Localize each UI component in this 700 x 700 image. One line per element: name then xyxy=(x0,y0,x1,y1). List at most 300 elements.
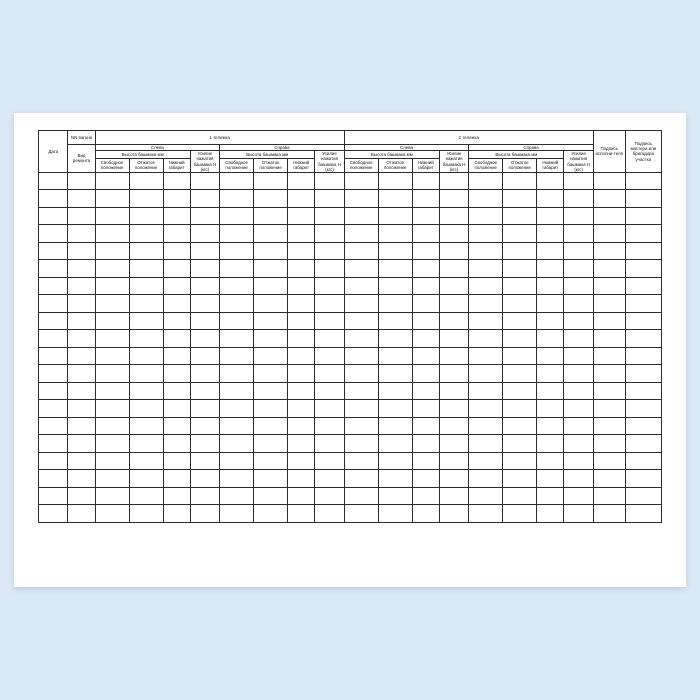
table-cell[interactable] xyxy=(503,382,537,400)
table-cell[interactable] xyxy=(68,207,95,225)
table-row[interactable] xyxy=(39,277,662,295)
table-cell[interactable] xyxy=(439,190,468,208)
table-cell[interactable] xyxy=(315,347,344,365)
table-cell[interactable] xyxy=(288,312,315,330)
table-cell[interactable] xyxy=(39,470,68,488)
table-cell[interactable] xyxy=(220,505,254,523)
table-cell[interactable] xyxy=(378,435,412,453)
table-cell[interactable] xyxy=(95,505,129,523)
table-cell[interactable] xyxy=(344,225,378,243)
table-cell[interactable] xyxy=(625,365,661,383)
table-cell[interactable] xyxy=(593,277,625,295)
table-cell[interactable] xyxy=(564,435,593,453)
table-row[interactable] xyxy=(39,172,662,190)
table-cell[interactable] xyxy=(254,225,288,243)
table-row[interactable] xyxy=(39,417,662,435)
table-cell[interactable] xyxy=(378,207,412,225)
table-cell[interactable] xyxy=(68,347,95,365)
table-cell[interactable] xyxy=(469,347,503,365)
table-cell[interactable] xyxy=(163,242,190,260)
table-cell[interactable] xyxy=(129,435,163,453)
table-cell[interactable] xyxy=(254,312,288,330)
table-cell[interactable] xyxy=(190,225,219,243)
table-cell[interactable] xyxy=(593,452,625,470)
table-cell[interactable] xyxy=(39,207,68,225)
table-cell[interactable] xyxy=(503,330,537,348)
table-cell[interactable] xyxy=(344,487,378,505)
table-cell[interactable] xyxy=(412,417,439,435)
table-cell[interactable] xyxy=(625,400,661,418)
table-cell[interactable] xyxy=(129,312,163,330)
table-cell[interactable] xyxy=(190,347,219,365)
table-cell[interactable] xyxy=(68,505,95,523)
table-cell[interactable] xyxy=(439,470,468,488)
table-cell[interactable] xyxy=(220,172,254,190)
table-cell[interactable] xyxy=(412,452,439,470)
table-cell[interactable] xyxy=(254,452,288,470)
table-cell[interactable] xyxy=(537,330,564,348)
table-cell[interactable] xyxy=(503,505,537,523)
table-cell[interactable] xyxy=(412,172,439,190)
table-cell[interactable] xyxy=(412,347,439,365)
table-cell[interactable] xyxy=(625,487,661,505)
table-cell[interactable] xyxy=(593,417,625,435)
table-cell[interactable] xyxy=(129,330,163,348)
table-row[interactable] xyxy=(39,225,662,243)
table-cell[interactable] xyxy=(344,277,378,295)
table-cell[interactable] xyxy=(95,470,129,488)
table-cell[interactable] xyxy=(39,400,68,418)
table-cell[interactable] xyxy=(439,435,468,453)
table-cell[interactable] xyxy=(439,295,468,313)
table-cell[interactable] xyxy=(129,452,163,470)
table-cell[interactable] xyxy=(288,365,315,383)
table-cell[interactable] xyxy=(288,207,315,225)
table-cell[interactable] xyxy=(412,277,439,295)
table-cell[interactable] xyxy=(95,417,129,435)
table-cell[interactable] xyxy=(95,382,129,400)
table-cell[interactable] xyxy=(564,470,593,488)
table-cell[interactable] xyxy=(344,382,378,400)
table-cell[interactable] xyxy=(412,295,439,313)
table-cell[interactable] xyxy=(537,312,564,330)
table-cell[interactable] xyxy=(190,435,219,453)
table-cell[interactable] xyxy=(593,260,625,278)
table-cell[interactable] xyxy=(254,172,288,190)
table-cell[interactable] xyxy=(220,190,254,208)
table-row[interactable] xyxy=(39,260,662,278)
table-cell[interactable] xyxy=(412,382,439,400)
table-cell[interactable] xyxy=(39,330,68,348)
table-cell[interactable] xyxy=(564,312,593,330)
table-cell[interactable] xyxy=(378,242,412,260)
table-row[interactable] xyxy=(39,207,662,225)
table-cell[interactable] xyxy=(537,470,564,488)
table-cell[interactable] xyxy=(95,190,129,208)
table-cell[interactable] xyxy=(537,365,564,383)
table-cell[interactable] xyxy=(163,435,190,453)
table-cell[interactable] xyxy=(593,487,625,505)
table-cell[interactable] xyxy=(190,330,219,348)
table-cell[interactable] xyxy=(503,435,537,453)
table-cell[interactable] xyxy=(190,295,219,313)
table-cell[interactable] xyxy=(412,365,439,383)
table-cell[interactable] xyxy=(593,365,625,383)
table-cell[interactable] xyxy=(564,505,593,523)
table-cell[interactable] xyxy=(378,470,412,488)
table-cell[interactable] xyxy=(344,470,378,488)
table-cell[interactable] xyxy=(129,225,163,243)
table-row[interactable] xyxy=(39,312,662,330)
table-cell[interactable] xyxy=(412,487,439,505)
table-cell[interactable] xyxy=(39,277,68,295)
table-cell[interactable] xyxy=(537,207,564,225)
table-cell[interactable] xyxy=(593,435,625,453)
table-cell[interactable] xyxy=(469,277,503,295)
table-cell[interactable] xyxy=(378,260,412,278)
table-cell[interactable] xyxy=(344,400,378,418)
table-cell[interactable] xyxy=(378,312,412,330)
table-cell[interactable] xyxy=(344,452,378,470)
table-cell[interactable] xyxy=(129,295,163,313)
table-cell[interactable] xyxy=(378,417,412,435)
table-cell[interactable] xyxy=(412,207,439,225)
table-cell[interactable] xyxy=(315,330,344,348)
table-cell[interactable] xyxy=(190,207,219,225)
table-cell[interactable] xyxy=(469,452,503,470)
table-cell[interactable] xyxy=(469,190,503,208)
table-cell[interactable] xyxy=(625,505,661,523)
table-cell[interactable] xyxy=(537,452,564,470)
table-cell[interactable] xyxy=(469,505,503,523)
table-cell[interactable] xyxy=(315,400,344,418)
table-cell[interactable] xyxy=(625,417,661,435)
table-cell[interactable] xyxy=(412,505,439,523)
table-cell[interactable] xyxy=(220,277,254,295)
table-cell[interactable] xyxy=(503,277,537,295)
table-cell[interactable] xyxy=(190,382,219,400)
table-cell[interactable] xyxy=(190,277,219,295)
table-cell[interactable] xyxy=(95,435,129,453)
table-cell[interactable] xyxy=(625,295,661,313)
table-cell[interactable] xyxy=(439,505,468,523)
table-cell[interactable] xyxy=(39,172,68,190)
table-cell[interactable] xyxy=(564,347,593,365)
table-cell[interactable] xyxy=(469,295,503,313)
table-cell[interactable] xyxy=(593,295,625,313)
table-cell[interactable] xyxy=(378,347,412,365)
table-cell[interactable] xyxy=(39,452,68,470)
table-cell[interactable] xyxy=(537,190,564,208)
table-cell[interactable] xyxy=(537,505,564,523)
table-cell[interactable] xyxy=(378,295,412,313)
table-cell[interactable] xyxy=(439,225,468,243)
table-cell[interactable] xyxy=(254,470,288,488)
table-cell[interactable] xyxy=(95,487,129,505)
table-cell[interactable] xyxy=(469,172,503,190)
table-cell[interactable] xyxy=(469,470,503,488)
table-cell[interactable] xyxy=(564,242,593,260)
table-cell[interactable] xyxy=(163,207,190,225)
table-cell[interactable] xyxy=(288,347,315,365)
table-cell[interactable] xyxy=(315,172,344,190)
table-cell[interactable] xyxy=(537,435,564,453)
table-cell[interactable] xyxy=(68,190,95,208)
table-cell[interactable] xyxy=(190,417,219,435)
table-row[interactable] xyxy=(39,330,662,348)
table-cell[interactable] xyxy=(315,225,344,243)
table-cell[interactable] xyxy=(503,470,537,488)
table-cell[interactable] xyxy=(503,347,537,365)
table-cell[interactable] xyxy=(254,330,288,348)
table-row[interactable] xyxy=(39,295,662,313)
table-cell[interactable] xyxy=(95,347,129,365)
table-cell[interactable] xyxy=(190,470,219,488)
table-cell[interactable] xyxy=(503,400,537,418)
table-row[interactable] xyxy=(39,505,662,523)
table-cell[interactable] xyxy=(469,312,503,330)
table-cell[interactable] xyxy=(625,207,661,225)
table-cell[interactable] xyxy=(190,312,219,330)
table-cell[interactable] xyxy=(315,242,344,260)
table-cell[interactable] xyxy=(537,487,564,505)
table-cell[interactable] xyxy=(625,347,661,365)
table-cell[interactable] xyxy=(163,505,190,523)
table-cell[interactable] xyxy=(503,172,537,190)
table-cell[interactable] xyxy=(625,330,661,348)
table-cell[interactable] xyxy=(68,470,95,488)
table-cell[interactable] xyxy=(220,312,254,330)
table-cell[interactable] xyxy=(190,365,219,383)
table-cell[interactable] xyxy=(288,242,315,260)
table-cell[interactable] xyxy=(129,417,163,435)
table-cell[interactable] xyxy=(412,242,439,260)
table-cell[interactable] xyxy=(190,260,219,278)
table-cell[interactable] xyxy=(254,295,288,313)
table-cell[interactable] xyxy=(315,435,344,453)
table-cell[interactable] xyxy=(129,505,163,523)
table-cell[interactable] xyxy=(412,435,439,453)
table-cell[interactable] xyxy=(537,417,564,435)
table-cell[interactable] xyxy=(625,225,661,243)
table-cell[interactable] xyxy=(564,487,593,505)
table-cell[interactable] xyxy=(95,207,129,225)
table-cell[interactable] xyxy=(564,295,593,313)
table-cell[interactable] xyxy=(315,470,344,488)
table-cell[interactable] xyxy=(220,207,254,225)
table-cell[interactable] xyxy=(163,382,190,400)
table-cell[interactable] xyxy=(503,365,537,383)
table-cell[interactable] xyxy=(503,225,537,243)
table-cell[interactable] xyxy=(344,207,378,225)
table-cell[interactable] xyxy=(412,312,439,330)
table-cell[interactable] xyxy=(288,260,315,278)
table-cell[interactable] xyxy=(288,295,315,313)
table-cell[interactable] xyxy=(412,260,439,278)
table-row[interactable] xyxy=(39,435,662,453)
table-cell[interactable] xyxy=(163,295,190,313)
table-cell[interactable] xyxy=(593,172,625,190)
table-cell[interactable] xyxy=(469,225,503,243)
table-cell[interactable] xyxy=(288,225,315,243)
table-cell[interactable] xyxy=(625,435,661,453)
table-cell[interactable] xyxy=(503,190,537,208)
table-cell[interactable] xyxy=(68,452,95,470)
table-cell[interactable] xyxy=(220,347,254,365)
table-cell[interactable] xyxy=(95,242,129,260)
table-cell[interactable] xyxy=(344,172,378,190)
table-cell[interactable] xyxy=(254,382,288,400)
table-cell[interactable] xyxy=(68,260,95,278)
table-cell[interactable] xyxy=(95,260,129,278)
table-cell[interactable] xyxy=(625,312,661,330)
table-cell[interactable] xyxy=(593,400,625,418)
table-cell[interactable] xyxy=(220,470,254,488)
table-cell[interactable] xyxy=(625,452,661,470)
table-cell[interactable] xyxy=(190,190,219,208)
table-cell[interactable] xyxy=(39,242,68,260)
table-cell[interactable] xyxy=(95,312,129,330)
table-cell[interactable] xyxy=(625,260,661,278)
table-cell[interactable] xyxy=(469,365,503,383)
table-cell[interactable] xyxy=(378,487,412,505)
table-cell[interactable] xyxy=(412,190,439,208)
table-cell[interactable] xyxy=(469,207,503,225)
table-cell[interactable] xyxy=(220,400,254,418)
table-cell[interactable] xyxy=(68,172,95,190)
table-cell[interactable] xyxy=(39,295,68,313)
table-cell[interactable] xyxy=(68,242,95,260)
table-cell[interactable] xyxy=(68,487,95,505)
table-cell[interactable] xyxy=(129,382,163,400)
table-cell[interactable] xyxy=(564,365,593,383)
table-cell[interactable] xyxy=(95,330,129,348)
table-cell[interactable] xyxy=(537,225,564,243)
table-cell[interactable] xyxy=(412,400,439,418)
table-cell[interactable] xyxy=(439,277,468,295)
table-cell[interactable] xyxy=(537,172,564,190)
table-cell[interactable] xyxy=(344,312,378,330)
table-cell[interactable] xyxy=(564,207,593,225)
table-cell[interactable] xyxy=(593,347,625,365)
table-cell[interactable] xyxy=(220,382,254,400)
table-cell[interactable] xyxy=(344,295,378,313)
table-cell[interactable] xyxy=(439,260,468,278)
table-cell[interactable] xyxy=(469,487,503,505)
table-cell[interactable] xyxy=(439,400,468,418)
table-cell[interactable] xyxy=(288,277,315,295)
table-cell[interactable] xyxy=(163,347,190,365)
table-cell[interactable] xyxy=(68,277,95,295)
table-cell[interactable] xyxy=(344,365,378,383)
table-row[interactable] xyxy=(39,487,662,505)
table-cell[interactable] xyxy=(129,400,163,418)
table-cell[interactable] xyxy=(344,435,378,453)
table-cell[interactable] xyxy=(254,277,288,295)
table-cell[interactable] xyxy=(95,365,129,383)
table-cell[interactable] xyxy=(503,417,537,435)
table-cell[interactable] xyxy=(593,505,625,523)
table-cell[interactable] xyxy=(68,225,95,243)
table-cell[interactable] xyxy=(503,242,537,260)
table-cell[interactable] xyxy=(39,225,68,243)
table-cell[interactable] xyxy=(129,470,163,488)
table-cell[interactable] xyxy=(288,417,315,435)
table-cell[interactable] xyxy=(39,435,68,453)
table-row[interactable] xyxy=(39,452,662,470)
table-cell[interactable] xyxy=(288,400,315,418)
table-cell[interactable] xyxy=(469,242,503,260)
table-cell[interactable] xyxy=(95,225,129,243)
table-row[interactable] xyxy=(39,365,662,383)
table-cell[interactable] xyxy=(254,260,288,278)
table-cell[interactable] xyxy=(220,417,254,435)
table-cell[interactable] xyxy=(163,260,190,278)
table-cell[interactable] xyxy=(129,487,163,505)
table-cell[interactable] xyxy=(129,277,163,295)
table-cell[interactable] xyxy=(439,365,468,383)
table-cell[interactable] xyxy=(625,242,661,260)
table-cell[interactable] xyxy=(68,295,95,313)
table-cell[interactable] xyxy=(412,225,439,243)
table-cell[interactable] xyxy=(469,330,503,348)
table-cell[interactable] xyxy=(190,452,219,470)
table-cell[interactable] xyxy=(344,260,378,278)
table-cell[interactable] xyxy=(315,382,344,400)
table-cell[interactable] xyxy=(503,207,537,225)
table-cell[interactable] xyxy=(288,470,315,488)
table-cell[interactable] xyxy=(39,260,68,278)
table-cell[interactable] xyxy=(593,190,625,208)
table-cell[interactable] xyxy=(68,382,95,400)
table-row[interactable] xyxy=(39,242,662,260)
table-cell[interactable] xyxy=(315,260,344,278)
table-cell[interactable] xyxy=(315,295,344,313)
table-cell[interactable] xyxy=(163,470,190,488)
table-cell[interactable] xyxy=(163,452,190,470)
table-cell[interactable] xyxy=(503,452,537,470)
table-cell[interactable] xyxy=(315,417,344,435)
table-cell[interactable] xyxy=(190,505,219,523)
table-cell[interactable] xyxy=(439,172,468,190)
table-cell[interactable] xyxy=(503,312,537,330)
table-cell[interactable] xyxy=(68,417,95,435)
table-cell[interactable] xyxy=(537,382,564,400)
table-cell[interactable] xyxy=(68,312,95,330)
table-cell[interactable] xyxy=(439,207,468,225)
table-cell[interactable] xyxy=(593,330,625,348)
table-cell[interactable] xyxy=(39,365,68,383)
table-cell[interactable] xyxy=(39,505,68,523)
table-cell[interactable] xyxy=(288,452,315,470)
table-cell[interactable] xyxy=(39,190,68,208)
table-cell[interactable] xyxy=(95,295,129,313)
table-cell[interactable] xyxy=(163,225,190,243)
table-cell[interactable] xyxy=(163,365,190,383)
table-cell[interactable] xyxy=(378,365,412,383)
table-cell[interactable] xyxy=(469,382,503,400)
table-cell[interactable] xyxy=(469,260,503,278)
table-cell[interactable] xyxy=(439,312,468,330)
table-cell[interactable] xyxy=(254,365,288,383)
table-cell[interactable] xyxy=(344,505,378,523)
table-cell[interactable] xyxy=(344,242,378,260)
table-cell[interactable] xyxy=(537,242,564,260)
table-cell[interactable] xyxy=(593,312,625,330)
table-cell[interactable] xyxy=(254,190,288,208)
table-cell[interactable] xyxy=(39,347,68,365)
table-cell[interactable] xyxy=(315,487,344,505)
